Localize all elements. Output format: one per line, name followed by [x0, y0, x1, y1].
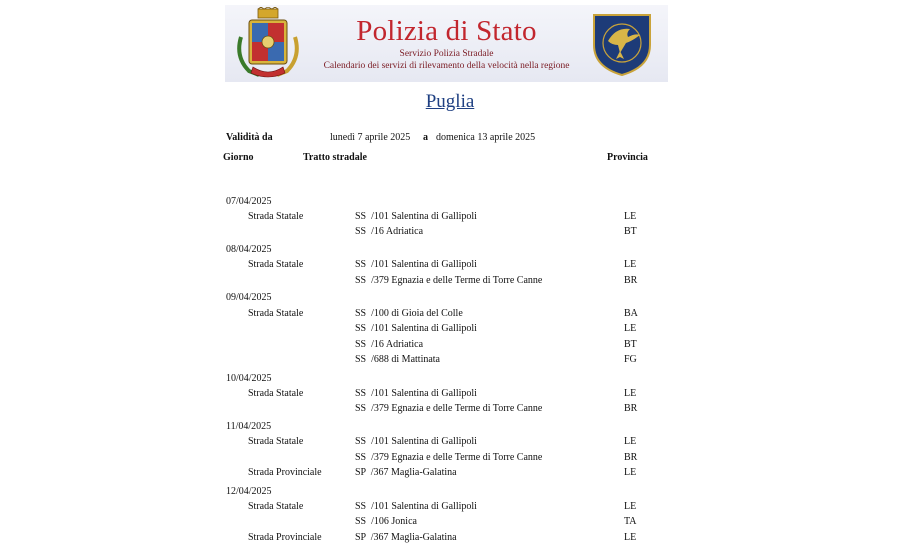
road-type: Strada Statale [248, 259, 304, 270]
day-date: 10/04/2025 [226, 373, 272, 384]
day-date: 09/04/2025 [226, 292, 272, 303]
province-code: LE [624, 211, 637, 222]
road-segment: SS /101 Salentina di Gallipoli [355, 323, 477, 334]
validity-from: lunedì 7 aprile 2025 [330, 132, 411, 143]
day-date: 12/04/2025 [226, 486, 272, 497]
header-banner [225, 5, 668, 82]
column-header-province: Provincia [607, 152, 648, 163]
validity-to: domenica 13 aprile 2025 [436, 132, 536, 143]
province-code: LE [624, 501, 637, 512]
validity-separator: a [423, 132, 428, 143]
polizia-stradale-winged-wheel-icon [590, 11, 654, 77]
province-code: BA [624, 308, 638, 319]
province-code: BR [624, 452, 638, 463]
road-segment: SP /367 Maglia-Galatina [355, 467, 457, 478]
province-code: LE [624, 323, 637, 334]
day-date: 07/04/2025 [226, 196, 272, 207]
road-segment: SS /379 Egnazia e delle Terme di Torre Canne [355, 403, 543, 414]
province-code: BR [624, 275, 638, 286]
province-code: TA [624, 516, 637, 527]
banner-title: Polizia di Stato [356, 15, 537, 47]
banner-subtitle-service: Servizio Polizia Stradale [399, 49, 494, 59]
road-segment: SS /101 Salentina di Gallipoli [355, 501, 477, 512]
banner-subtitle-calendar: Calendario dei servizi di rilevamento della velocità nella regione [323, 61, 570, 71]
province-code: LE [624, 467, 637, 478]
road-type: Strada Statale [248, 501, 304, 512]
road-segment: SS /101 Salentina di Gallipoli [355, 388, 477, 399]
road-segment: SS /100 di Gioia del Colle [355, 308, 463, 319]
road-segment: SS /101 Salentina di Gallipoli [355, 436, 477, 447]
road-segment: SS /688 di Mattinata [355, 354, 440, 365]
province-code: BT [624, 339, 637, 350]
day-date: 11/04/2025 [226, 421, 272, 432]
road-segment: SS /379 Egnazia e delle Terme di Torre Canne [355, 275, 543, 286]
road-segment: SP /367 Maglia-Galatina [355, 532, 457, 543]
road-type: Strada Provinciale [248, 532, 322, 543]
road-type: Strada Statale [248, 211, 304, 222]
road-segment: SS /379 Egnazia e delle Terme di Torre Canne [355, 452, 543, 463]
province-code: BT [624, 226, 637, 237]
road-type: Strada Statale [248, 308, 304, 319]
road-segment: SS /16 Adriatica [355, 226, 424, 237]
column-header-day: Giorno [223, 152, 254, 163]
province-code: BR [624, 403, 638, 414]
region-title: Puglia [425, 91, 475, 112]
province-code: LE [624, 436, 637, 447]
road-segment: SS /16 Adriatica [355, 339, 424, 350]
province-code: LE [624, 388, 637, 399]
validity-label: Validità da [226, 132, 273, 143]
province-code: LE [624, 259, 637, 270]
road-segment: SS /101 Salentina di Gallipoli [355, 211, 477, 222]
road-segment: SS /101 Salentina di Gallipoli [355, 259, 477, 270]
road-type: Strada Provinciale [248, 467, 322, 478]
column-header-road: Tratto stradale [303, 152, 367, 163]
road-segment: SS /106 Jonica [355, 516, 417, 527]
province-code: FG [624, 354, 637, 365]
province-code: LE [624, 532, 637, 543]
road-type: Strada Statale [248, 436, 304, 447]
day-date: 08/04/2025 [226, 244, 272, 255]
road-type: Strada Statale [248, 388, 304, 399]
